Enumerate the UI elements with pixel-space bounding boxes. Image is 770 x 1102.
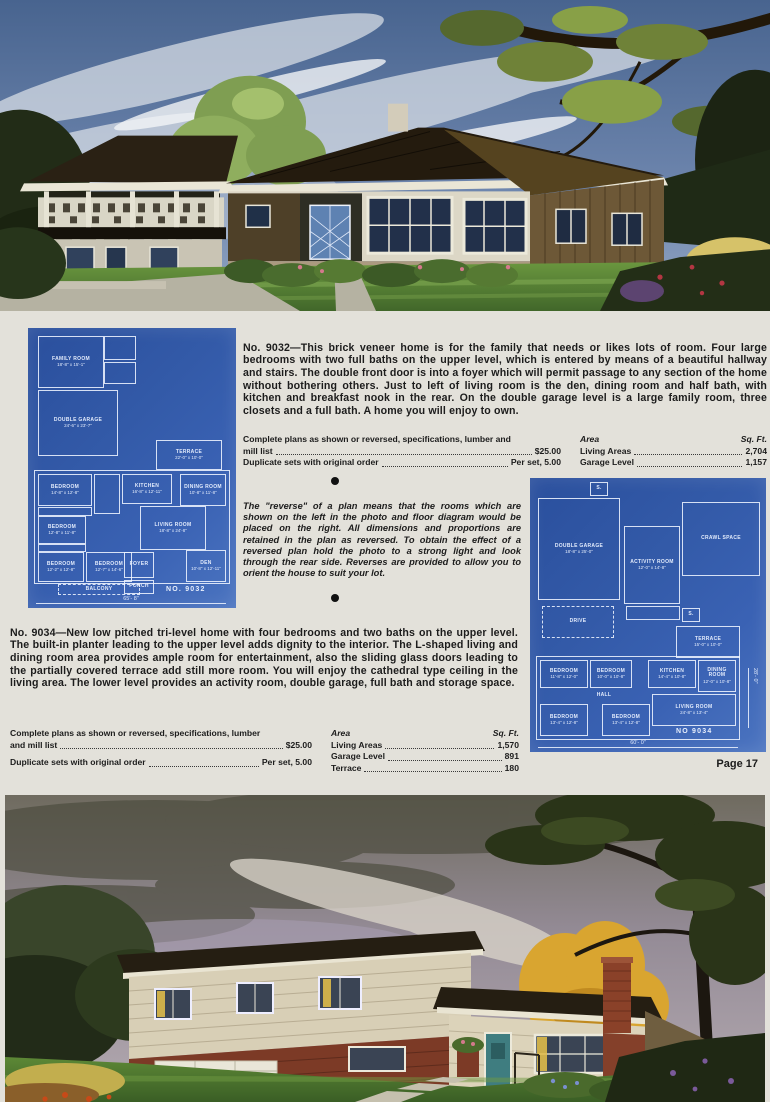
bp-room-bedroom3: BEDROOM 12'-2" x 12'-8" bbox=[38, 552, 84, 582]
bp-room-double-garage: DOUBLE GARAGE 18'-8" x 25'-0" bbox=[538, 498, 620, 600]
bottom-house-painting bbox=[5, 795, 765, 1102]
section-divider-bullet bbox=[331, 477, 339, 485]
bp-room-dining: DINING ROOM 10'-8" x 11'-8" bbox=[180, 474, 226, 506]
plan-9032-area-table: Area Sq. Ft. Living Areas 2,704 Garage Level 1,157 bbox=[580, 434, 767, 467]
plan-number-9032: NO. 9032 bbox=[166, 586, 206, 593]
bp-room-kitchen: KITCHEN 16'-8" x 12'-11" bbox=[122, 474, 172, 504]
plan-9034-area-table: Area Sq. Ft. Living Areas 1,570 Garage Level 891 Terrace 180 bbox=[331, 728, 519, 773]
bp-room-kitchen: KITCHEN 14'-4" x 10'-8" bbox=[648, 660, 696, 688]
bp-stair-marker: S. bbox=[682, 608, 700, 622]
blueprint-9032 bbox=[28, 328, 236, 608]
plan-9034-heading: No. 9034 bbox=[10, 626, 56, 639]
bp-room-bedroom1: BEDROOM 14'-8" x 12'-8" bbox=[38, 474, 92, 506]
section-divider-bullet bbox=[331, 594, 339, 602]
bp-room-terrace: TERRACE 22'-0" x 10'-0" bbox=[156, 440, 222, 470]
bp-room-living: LIVING ROOM 18'-8" x 24'-8" bbox=[140, 506, 206, 550]
page-number: Page 17 bbox=[716, 758, 758, 770]
bp-room-bedroom4: BEDROOM 12'-7" x 14'-6" bbox=[86, 552, 132, 582]
width-dimension-9032: 65'- 8" bbox=[36, 596, 226, 604]
plan-9032-heading: No. 9032 bbox=[243, 341, 291, 354]
plan-9032-pricing: Complete plans as shown or reversed, specifications, lumber and mill list $25.00 Duplicate sets with original order Per set, 5.00 bbox=[243, 434, 561, 467]
plan-number-9034: NO 9034 bbox=[676, 728, 713, 735]
plan-9034-description: No. 9034—New low pitched tri-level home with four bedrooms and two baths on the upper level. The built-in planter leading to the upper level adds dignity to the interior. The L-shaped living and dining room area provides ample room for entertainment, also the sliding glass doors leading to the partially covered terrace add still more room. You will enjoy the cathedral type ceiling in the living area. The lower level provides an activity room, double garage, full bath and storage space. bbox=[10, 626, 518, 690]
bp-room-terrace: TERRACE 15'-0" x 10'-0" bbox=[676, 626, 740, 658]
reverse-plan-note: The "reverse" of a plan means that the rooms which are shown on the left in the photo and floor diagram would be placed on the right. All dimensions and proportions are retained in the plan as reversed. To obtain the effect of a reversed plan hold the photo to a strong light and look through the rear side. Reverses are provided to allow you to orient the house to suit your lot. bbox=[243, 501, 521, 578]
bp-room-bedroom2: BEDROOM 10'-0" x 10'-8" bbox=[590, 660, 632, 688]
top-house-painting bbox=[0, 0, 770, 311]
blueprint-9034 bbox=[530, 478, 766, 752]
bp-room-foyer: FOYER bbox=[124, 552, 154, 578]
bp-room-dining: DINING ROOM 12'-0" x 10'-8" bbox=[698, 660, 736, 692]
bp-room-bedroom3: BEDROOM 13'-4" x 12'-8" bbox=[540, 704, 588, 736]
height-dimension-9034: 28'- 0" bbox=[752, 668, 758, 728]
bp-room-hall: HALL bbox=[596, 691, 612, 698]
plan-9034-pricing: Complete plans as shown or reversed, specifications, lumber and mill list $25.00 Duplicate sets with original order Per set, 5.00 bbox=[10, 728, 312, 767]
bp-room-living: LIVING ROOM 24'-8" x 13'-4" bbox=[652, 694, 736, 726]
bp-room-drive: DRIVE bbox=[542, 606, 614, 638]
bp-room-bedroom2: BEDROOM 12'-8" x 11'-8" bbox=[38, 516, 86, 544]
bp-room-bedroom1: BEDROOM 11'-8" x 12'-0" bbox=[540, 660, 588, 688]
width-dimension-9034: 60'- 0" bbox=[538, 740, 738, 748]
bp-room-porch: PORCH bbox=[124, 580, 154, 594]
bp-room-crawl-space: CRAWL SPACE bbox=[682, 502, 760, 576]
bp-room-family-room: FAMILY ROOM 18'-8" x 15'-1" bbox=[38, 336, 104, 388]
bp-room-den: DEN 10'-8" x 12'-11" bbox=[186, 550, 226, 582]
bp-room-balcony: BALCONY bbox=[58, 584, 140, 595]
bp-room-double-garage: DOUBLE GARAGE 24'-6" x 23'-7" bbox=[38, 390, 118, 456]
bp-room-bedroom4: BEDROOM 13'-4" x 12'-8" bbox=[602, 704, 650, 736]
plan-9032-description: No. 9032—This brick veneer home is for the family that needs or likes lots of room. Four large bedrooms with two full baths on the upper level, which is entered by means of a beautiful hallway and stairs. The double front door is into a foyer which will permit passage to any section of the home without bothering others. Just to left of living room is the den, dining room and half bath, with kitchen and breakfast nook in the rear. On the double garage level is a large family room, three closets and a full bath. A home you will enjoy to own. bbox=[243, 341, 767, 418]
bp-room-activity: ACTIVITY ROOM 12'-0" x 14'-8" bbox=[624, 526, 680, 604]
bp-stair-marker: S. bbox=[590, 482, 608, 496]
